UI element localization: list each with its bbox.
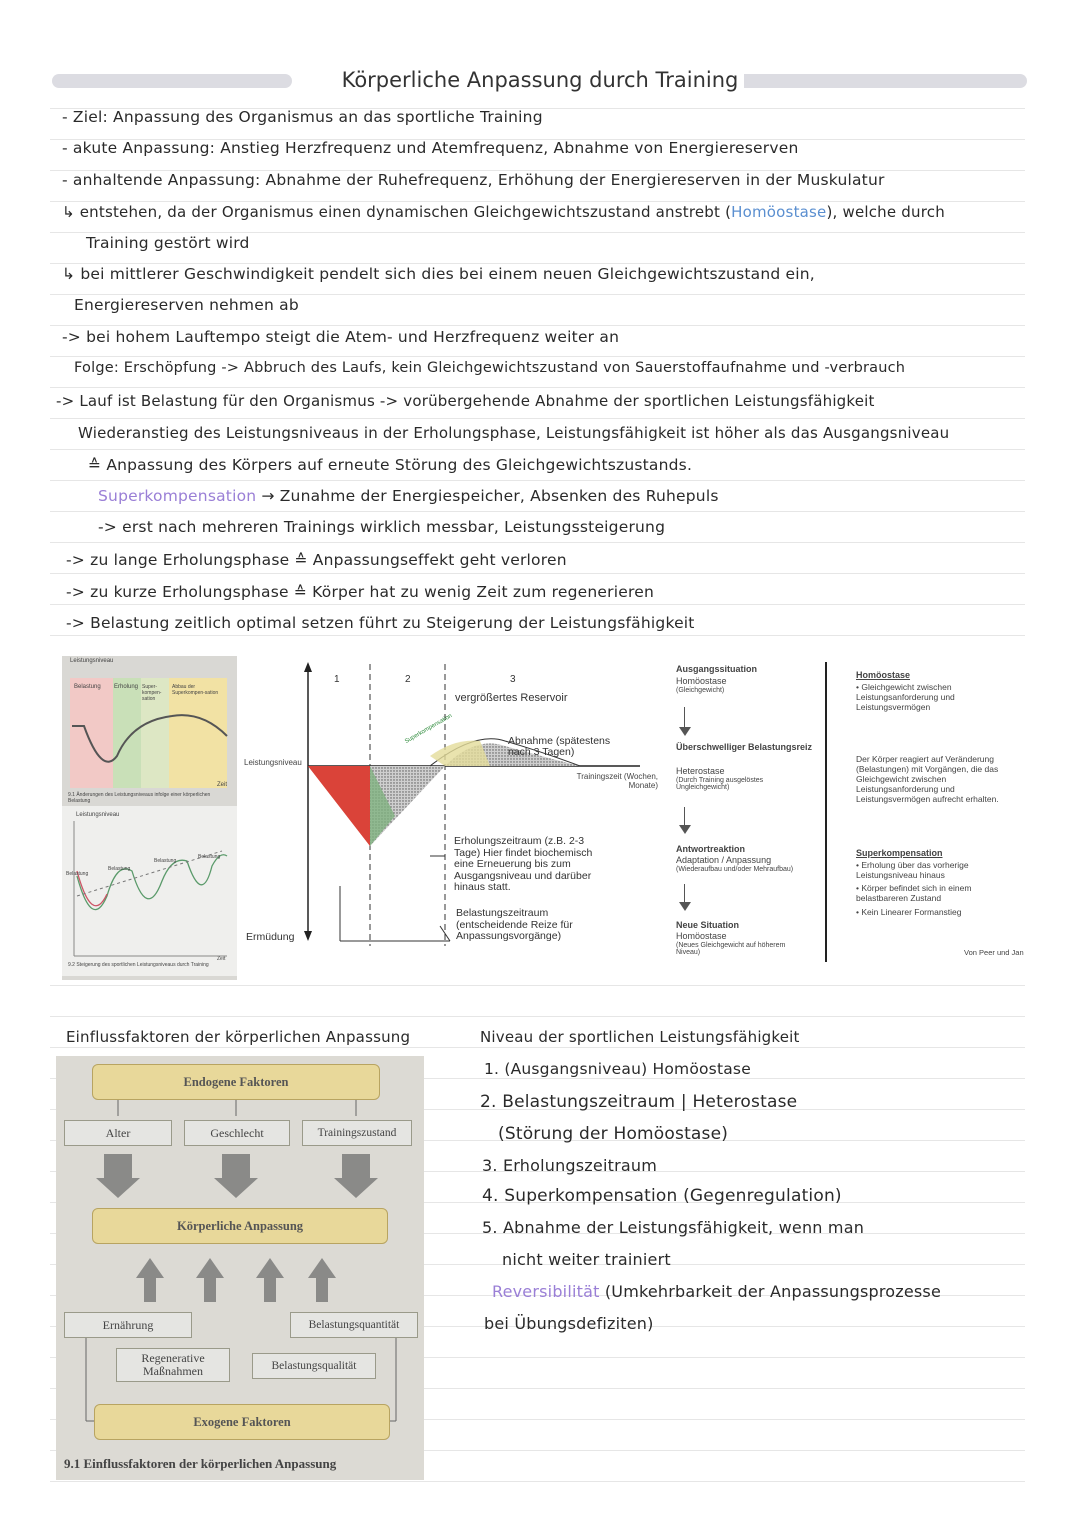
photo-label: Zeit <box>217 956 226 962</box>
flow-step-note: (Wiederaufbau und/oder Mehraufbau) <box>676 866 794 873</box>
credit-text: Von Peer und Jan <box>964 948 1024 957</box>
factors-heading: Einflussfaktoren der körperlichen Anpassung <box>66 1028 411 1046</box>
photo-label: Belastung <box>108 866 131 872</box>
level-item: 3. Erholungszeitraum <box>482 1156 657 1175</box>
note-line: Folge: Erschöpfung -> Abbruch des Laufs, kein Gleichgewichtszustand von Sauerstoffaufnahme und -verbrauch <box>74 360 906 376</box>
side-explanations <box>856 670 1028 970</box>
flow-step-sub: Heterostase <box>676 766 725 776</box>
flow-step-title: Neue Situation <box>676 920 740 930</box>
superkomp-label: Superkompensation <box>404 713 454 745</box>
exogene-faktoren-box: Exogene Faktoren <box>94 1404 390 1440</box>
level-item: bei Übungsdefiziten) <box>484 1314 654 1333</box>
superkompensation-diagram <box>240 656 660 971</box>
note-line: Energiereserven nehmen ab <box>74 296 299 314</box>
level-item: 2. Belastungszeitraum | Heterostase <box>480 1092 798 1112</box>
ermuedung-label: Ermüdung <box>246 931 295 943</box>
belastungsqualitaet-box: Belastungsqualität <box>252 1353 376 1379</box>
belastungsquantitaet-box: Belastungsquantität <box>290 1312 418 1338</box>
note-line: ↳ bei mittlerer Geschwindigkeit pendelt sich dies bei einem neuen Gleichgewichtszustand ein, <box>62 265 815 283</box>
note-line: -> bei hohem Lauftempo steigt die Atem- und Herzfrequenz weiter an <box>62 328 620 346</box>
photo-label: Belastung <box>154 858 177 864</box>
photo-label: Leistungsniveau <box>70 658 114 664</box>
side-heading: Superkompensation <box>856 848 943 858</box>
flow-step-title: Überschwelliger Belastungsreiz <box>676 742 813 752</box>
trainingszustand-box: Trainingszustand <box>302 1120 412 1146</box>
note-line: - Ziel: Anpassung des Organismus an das sportliche Training <box>62 108 543 126</box>
flow-step-note: (Gleichgewicht) <box>676 687 725 694</box>
phase-label-2: 2 <box>405 674 411 685</box>
trainingszeit-label: Trainingszeit (Wochen, Monate) <box>576 772 658 790</box>
note-line: -> erst nach mehreren Trainings wirklich messbar, Leistungssteigerung <box>98 518 666 536</box>
note-line: Superkompensation → Zunahme der Energiespeicher, Absenken des Ruhepuls <box>98 487 719 505</box>
alter-box: Alter <box>64 1120 172 1146</box>
flow-step-sub: Homöostase <box>676 931 727 941</box>
photo-label: Zeit <box>217 782 228 788</box>
abnahme-label: Abnahme (spätestens nach 3 Tagen) <box>508 735 611 758</box>
photo-label: Belastung <box>66 871 89 877</box>
superkompensation-term: Superkompensation <box>98 487 257 505</box>
photo-label: Super-kompen-sation <box>142 684 162 702</box>
erholung-label: Erholungszeitraum (z.B. 2-3 Tage) Hier findet biochemisch eine Erneuerung bis zum Ausgangsniveau und darüber hinaus statt. <box>454 835 593 893</box>
level-item: 1. (Ausgangsniveau) Homöostase <box>484 1060 751 1078</box>
arrow-down-icon <box>679 902 691 911</box>
flow-step-note: (Neues Gleichgewicht auf höherem Niveau) <box>676 942 786 956</box>
arrow-down-icon <box>679 825 691 834</box>
note-line: - akute Anpassung: Anstieg Herzfrequenz und Atemfrequenz, Abnahme von Energiereserven <box>62 139 799 157</box>
reversibilitaet-term: Reversibilität <box>492 1282 600 1301</box>
photo-label: Belastung <box>74 684 101 690</box>
side-paragraph: Der Körper reagiert auf Veränderung (Belastungen) mit Vorgängen, die das Gleichgewicht zwischen Leistungsanforderung und Leistungsvermögen aufrecht erhalten. <box>856 754 999 804</box>
level-item: 4. Superkompensation (Gegenregulation) <box>482 1186 842 1206</box>
reservoir-label: vergrößertes Reservoir <box>455 692 568 704</box>
note-line: -> Belastung zeitlich optimal setzen führt zu Steigerung der Leistungsfähigkeit <box>66 614 695 632</box>
koerperliche-anpassung-box: Körperliche Anpassung <box>92 1208 388 1244</box>
level-item: 5. Abnahme der Leistungsfähigkeit, wenn man <box>482 1218 865 1237</box>
figure-caption: 9.1 Einflussfaktoren der körperlichen Anpassung <box>64 1456 337 1471</box>
flow-step-title: Antwortreaktion <box>676 844 746 854</box>
photo-label: Leistungsniveau <box>76 812 120 818</box>
level-item: (Störung der Homöostase) <box>498 1124 729 1144</box>
note-line: -> zu kurze Erholungsphase ≙ Körper hat zu wenig Zeit zum regenerieren <box>66 583 654 601</box>
factors-figure <box>56 1056 424 1480</box>
homoeostase-term: Homöostase <box>731 203 827 221</box>
level-item: Reversibilität (Umkehrbarkeit der Anpassungsprozesse <box>492 1282 942 1301</box>
side-bullet: • Erholung über das vorherige Leistungsniveau hinaus <box>856 860 969 880</box>
side-bullet: • Gleichgewicht zwischen Leistungsanforderung und Leistungsvermögen <box>856 682 955 712</box>
page-title: Körperliche Anpassung durch Training <box>0 68 1080 92</box>
regenerative-massnahmen-box: Regenerative Maßnahmen <box>116 1348 230 1382</box>
flow-step-note: (Durch Training ausgelöstes Ungleichgewicht) <box>676 777 764 791</box>
side-heading: Homöostase <box>856 670 911 680</box>
flow-step-sub: Homöostase <box>676 676 727 686</box>
note-line: Wiederanstieg des Leistungsniveaus in der Erholungsphase, Leistungsfähigkeit ist höher als das Ausgangsniveau <box>78 424 950 442</box>
photo-label: Abbau der Superkompen-sation <box>172 684 219 696</box>
leistungsniveau-label: Leistungsniveau <box>244 758 302 767</box>
level-item: nicht weiter trainiert <box>502 1250 671 1269</box>
photo-caption: 9.1 Änderungen des Leistungsniveaus infolge einer körperlichen Belastung <box>68 792 211 804</box>
belastung-label: Belastungszeitraum (entscheidende Reize für Anpassungsvorgänge) <box>456 907 573 942</box>
note-line: ≙ Anpassung des Körpers auf erneute Störung des Gleichgewichtszustands. <box>88 456 693 474</box>
note-line: Training gestört wird <box>86 234 250 252</box>
flow-step-sub: Adaptation / Anpassung <box>676 855 772 865</box>
textbook-photo <box>62 656 237 980</box>
note-line: ↳ entstehen, da der Organismus einen dynamischen Gleichgewichtszustand anstrebt (Homöostase), welche durch <box>62 203 945 221</box>
endogene-faktoren-box: Endogene Faktoren <box>92 1064 380 1100</box>
side-bullet: • Kein Linearer Formanstieg <box>856 907 962 917</box>
note-line: -> zu lange Erholungsphase ≙ Anpassungseffekt geht verloren <box>66 551 567 569</box>
ernaehrung-box: Ernährung <box>64 1312 192 1338</box>
photo-label: Erholung <box>114 684 139 690</box>
note-line: -> Lauf ist Belastung für den Organismus -> vorübergehende Abnahme der sportlichen Leistungsfähigkeit <box>56 392 875 410</box>
phase-label-3: 3 <box>510 674 516 685</box>
arrow-down-icon <box>684 707 685 729</box>
column-divider <box>825 662 827 962</box>
levels-heading: Niveau der sportlichen Leistungsfähigkeit <box>480 1028 800 1046</box>
flow-step-title: Ausgangssituation <box>676 664 758 674</box>
geschlecht-box: Geschlecht <box>184 1120 290 1146</box>
phase-label-1: 1 <box>334 674 340 685</box>
note-line: - anhaltende Anpassung: Abnahme der Ruhefrequenz, Erhöhung der Energiereserven in der Muskulatur <box>62 171 885 189</box>
arrow-down-icon <box>679 727 691 736</box>
photo-label: Belastung <box>198 854 221 860</box>
photo-caption: 9.2 Steigerung des sportlichen Leistungsniveaus durch Training <box>68 962 209 968</box>
side-bullet: • Körper befindet sich in einem belastbareren Zustand <box>856 883 972 903</box>
adaptation-flow <box>672 662 822 972</box>
